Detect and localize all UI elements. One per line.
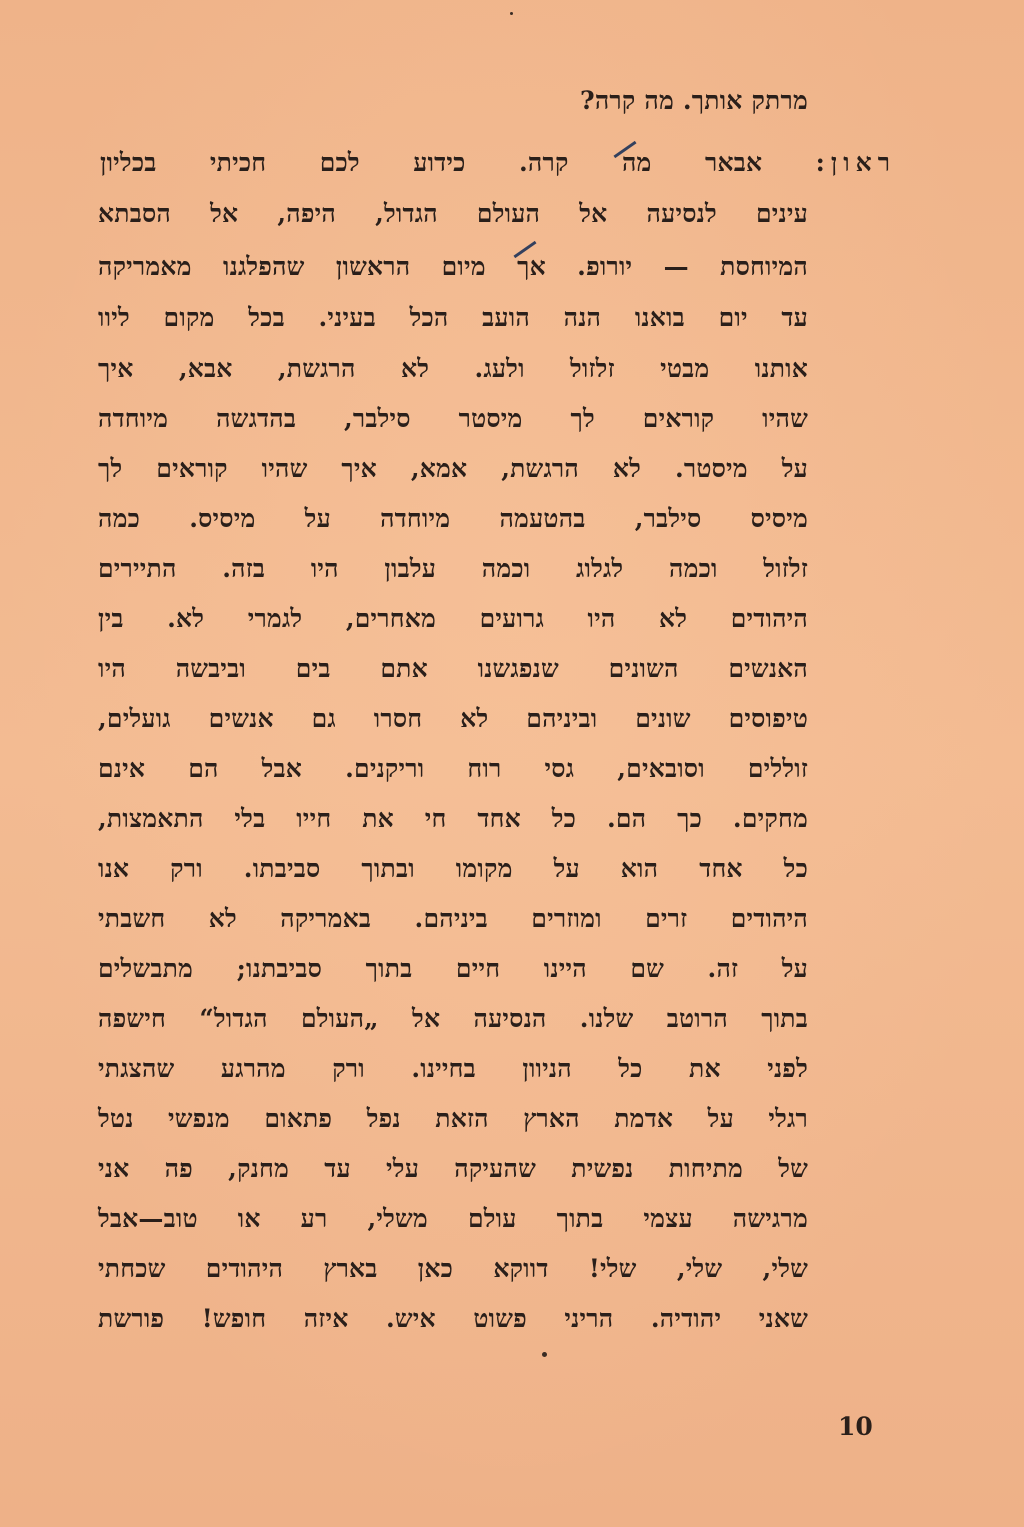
text-line: מרגישה עצמי בתוך עולם משלי, רע או טוב—אבל [98, 1204, 808, 1233]
text-line: כל אחד הוא על מקומו ובתוך סביבתו. ורק אנו [98, 854, 808, 883]
speaker-label: ראון: [815, 148, 896, 177]
text-line: אותנו מבטי זלזול ולעג. לא הרגשת, אבא, איך [98, 354, 808, 383]
text-line: המיוחסת — יורופ. אך מיום הראשון שהפלגנו מאמריקה [98, 252, 808, 281]
text-line: על מיסטר. לא הרגשת, אמא, איך שהיו קוראים לך [98, 454, 808, 483]
text-line: עד יום בואנו הנה הועב הכל בעיני. בכל מקום ליוו [98, 303, 808, 332]
text-line: מרתק אותך. מה קרה? [579, 86, 808, 115]
text-line: עינים לנסיעה אל העולם הגדול, היפה, אל הסבתא [98, 199, 808, 228]
text-line: לפני את כל הניוון בחיינו. ורק מהרגע שהצגתי [98, 1054, 808, 1083]
page-number: 10 [838, 1412, 873, 1441]
speaker-line [100, 146, 896, 180]
text-line: האנשים השונים שנפגשנו אתם בים וביבשה היו [98, 654, 808, 683]
text-line: של מתיחות נפשית שהעיקה עלי עד מחנק, פה אני [98, 1154, 808, 1183]
ink-dot [510, 12, 513, 15]
text-line: זלזול וכמה לגלוג וכמה עלבון היו בזה. התיירים [98, 554, 808, 583]
text-line: היהודים זרים ומוזרים ביניהם. באמריקה לא חשבתי [98, 904, 808, 933]
ink-dot [542, 1352, 547, 1357]
text-line: שהיו קוראים לך מיסטר סילבר, בהדגשה מיוחדה [98, 404, 808, 433]
text-line: שלי, שלי, שלי! דווקא כאן בארץ היהודים שכחתי [98, 1254, 808, 1283]
speaker-text: אבאר מה קרה. כידוע לכם חכיתי בכליון [100, 148, 763, 177]
text-line: בתוך הרוטב שלנו. הנסיעה אל „העולם הגדול“ חישפה [98, 1004, 808, 1033]
text-line: רגלי על אדמת הארץ הזאת נפל פתאום מנפשי נטל [98, 1104, 808, 1133]
text-line: על זה. שם היינו חיים בתוך סביבתנו; מתבשלים [98, 954, 808, 983]
text-line: שאני יהודיה. הריני פשוט איש. איזה חופש! פורשת [98, 1304, 808, 1333]
text-line: מחקים. כך הם. כל אחד חי את חייו בלי התאמצות, [98, 804, 808, 833]
text-line: מיסיס סילבר, בהטעמה מיוחדה על מיסיס. כמה [98, 504, 808, 533]
text-line: היהודים לא היו גרועים מאחרים, לגמרי לא. בין [98, 604, 808, 633]
text-line: זוללים וסובאים, גסי רוח וריקנים. אבל הם אינם [98, 754, 808, 783]
text-line: טיפוסים שונים וביניהם לא חסרו גם אנשים גועלים, [98, 704, 808, 733]
